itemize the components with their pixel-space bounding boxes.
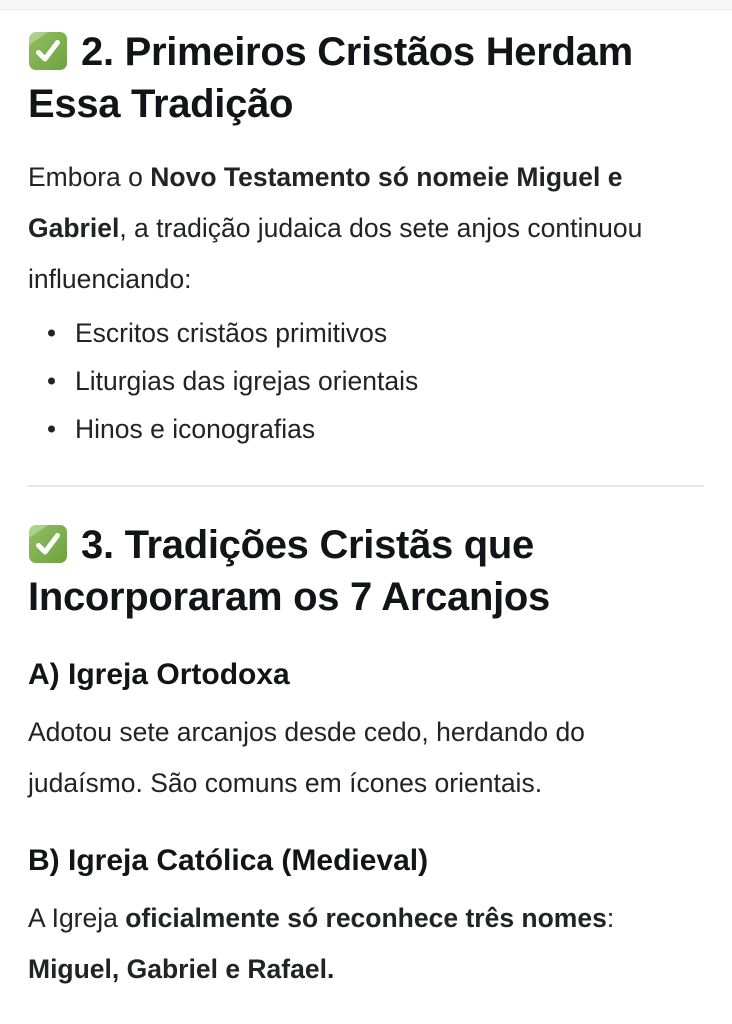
check-mark-button-icon — [28, 524, 68, 564]
check-mark-button-icon — [28, 31, 68, 71]
list-item: Hinos e iconografias — [28, 405, 673, 453]
bold-text-segment: oficialmente só reconhece três nomes — [125, 903, 607, 933]
text-segment: : — [606, 903, 615, 933]
list-item: Liturgias das igrejas orientais — [28, 357, 673, 405]
text-segment: Embora o — [28, 162, 151, 192]
section-2-list — [28, 309, 673, 453]
text-segment: , a tradição judaica dos sete anjos continuou influenciando: — [28, 213, 643, 294]
section-2-heading-text: 2. Primeiros Cristãos Herdam Essa Tradição — [28, 30, 633, 126]
subsection-a-heading: A) Igreja Ortodoxa — [28, 658, 290, 691]
text-segment: A Igreja — [28, 903, 126, 933]
subsection-b-paragraph — [28, 893, 673, 995]
bold-text-segment: Novo Testamento só nomeie Miguel e Gabriel — [28, 162, 623, 243]
section-2-heading — [28, 26, 673, 130]
bold-text-segment: Miguel, Gabriel e Rafael. — [28, 954, 335, 984]
article-body — [0, 26, 732, 995]
subsection-a-paragraph — [28, 707, 673, 809]
section-3-heading — [28, 519, 673, 623]
section-2-paragraph — [28, 152, 673, 305]
subsection-b-heading: B) Igreja Católica (Medieval) — [28, 844, 429, 877]
section-divider — [28, 485, 704, 487]
list-item: Escritos cristãos primitivos — [28, 309, 673, 357]
text-segment: Adotou sete arcanjos desde cedo, herdando do judaísmo. São comuns em ícones orientais. — [28, 717, 585, 798]
previous-content-edge — [0, 0, 732, 10]
section-3-heading-text: 3. Tradições Cristãs que Incorporaram os 7 Arcanjos — [28, 523, 551, 619]
